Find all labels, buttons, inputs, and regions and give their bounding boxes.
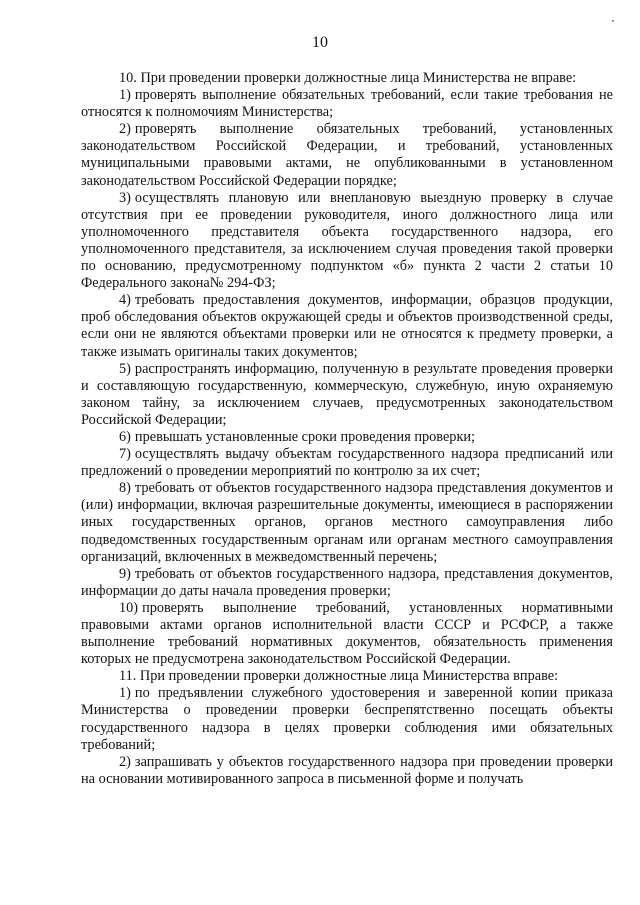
scan-speck <box>612 20 614 22</box>
paragraph-text: распространять информацию, полученную в результате проведения проверки и составляющую государственную, коммерческую, служебную, иную охраняемую законом тайну, за исключением случаев, предусмотренных законодательством Российской Федерации; <box>81 360 613 428</box>
item-number: 9) <box>119 565 131 582</box>
item-number: 2) <box>119 753 131 770</box>
section-11-item-1 <box>81 685 613 753</box>
item-number: 6) <box>119 428 131 445</box>
paragraph-text: требовать предоставления документов, информации, образцов продукции, проб обследования объектов окружающей среды и объектов производственной среды, если они не являются объектами проверки или не относятся к предмету проверки, а также изымать оригиналы таких документов; <box>81 292 613 360</box>
paragraph-text: запрашивать у объектов государственного надзора при проведении проверки на основании мотивированного запроса в письменной форме и получать <box>81 753 613 787</box>
page-number: 10 <box>312 34 328 51</box>
paragraph-text: проверять выполнение обязательных требований, если такие требования не относятся к полномочиям Министерства; <box>81 87 613 121</box>
item-number: 2) <box>119 121 131 138</box>
paragraph-text: проверять выполнение обязательных требований, установленных законодательством Российской Федерации, и требований, установленных муниципальными правовыми актами, не опубликованными в установленном законодательством Российской Федерации порядке; <box>81 121 613 189</box>
item-number: 7) <box>119 446 131 463</box>
paragraph-text: проверять выполнение требований, установленных нормативными правовыми актами органов исполнительной власти СССР и РСФСР, а также выполнение требований нормативных документов, обязательность применения которых не предусмотрена законодательством Российской Федерации. <box>81 599 613 668</box>
section-10-item-10 <box>81 600 613 668</box>
section-10-item-6 <box>81 429 613 446</box>
section-10-item-9 <box>81 566 613 600</box>
paragraph-text: требовать от объектов государственного надзора, представления документов, информации до даты начала проведения проверки; <box>81 565 613 599</box>
item-number: 1) <box>119 87 131 104</box>
section-10-item-8 <box>81 480 613 565</box>
item-number: 3) <box>119 189 131 206</box>
paragraph-text: осуществлять выдачу объектам государственного надзора предписаний или предложений о проведении мероприятий по контролю за их счет; <box>81 446 613 480</box>
section-10-item-7 <box>81 446 613 480</box>
section-10-item-3 <box>81 190 613 293</box>
item-number: 4) <box>119 292 131 309</box>
section-10-item-4 <box>81 292 613 360</box>
paragraph-text: требовать от объектов государственного надзора представления документов и (или) информации, включая разрешительные документы, имеющиеся в распоряжении иных государственных органов, органов местного самоуправления либо подведомственных государственным органам или органам местного самоуправления организаций, включенных в межведомственный перечень; <box>81 480 613 565</box>
item-number: 5) <box>119 360 131 377</box>
item-number: 1) <box>119 685 131 702</box>
section-10-intro <box>81 70 613 87</box>
paragraph-text: превышать установленные сроки проведения проверки; <box>134 428 476 445</box>
section-10-item-2 <box>81 121 613 189</box>
paragraph-text: 10. При проведении проверки должностные лица Министерства не вправе: <box>119 70 577 86</box>
section-10-item-1 <box>81 87 613 121</box>
paragraph-text: по предъявлении служебного удостоверения и заверенной копии приказа Министерства о проведении проверки беспрепятственно посещать объекты государственного надзора в целях проверки соблюдения ими обязательных требований; <box>81 685 613 753</box>
document-body <box>81 70 613 788</box>
item-number: 8) <box>119 480 131 497</box>
section-11-intro <box>81 668 613 685</box>
section-11-item-2 <box>81 754 613 788</box>
paragraph-text: осуществлять плановую или внеплановую выездную проверку в случае отсутствия при ее проведении руководителя, иного должностного лица или уполномоченного представителя объекта государственного надзора, его уполномоченного представителя, за исключением случая проведения такой проверки по основанию, предусмотренному подпунктом «б» пункта 2 части 2 статьи 10 Федерального закона№ 294-ФЗ; <box>81 189 613 292</box>
paragraph-text: 11. При проведении проверки должностные лица Министерства вправе: <box>119 668 559 685</box>
section-10-item-5 <box>81 361 613 429</box>
item-number: 10) <box>119 599 139 616</box>
